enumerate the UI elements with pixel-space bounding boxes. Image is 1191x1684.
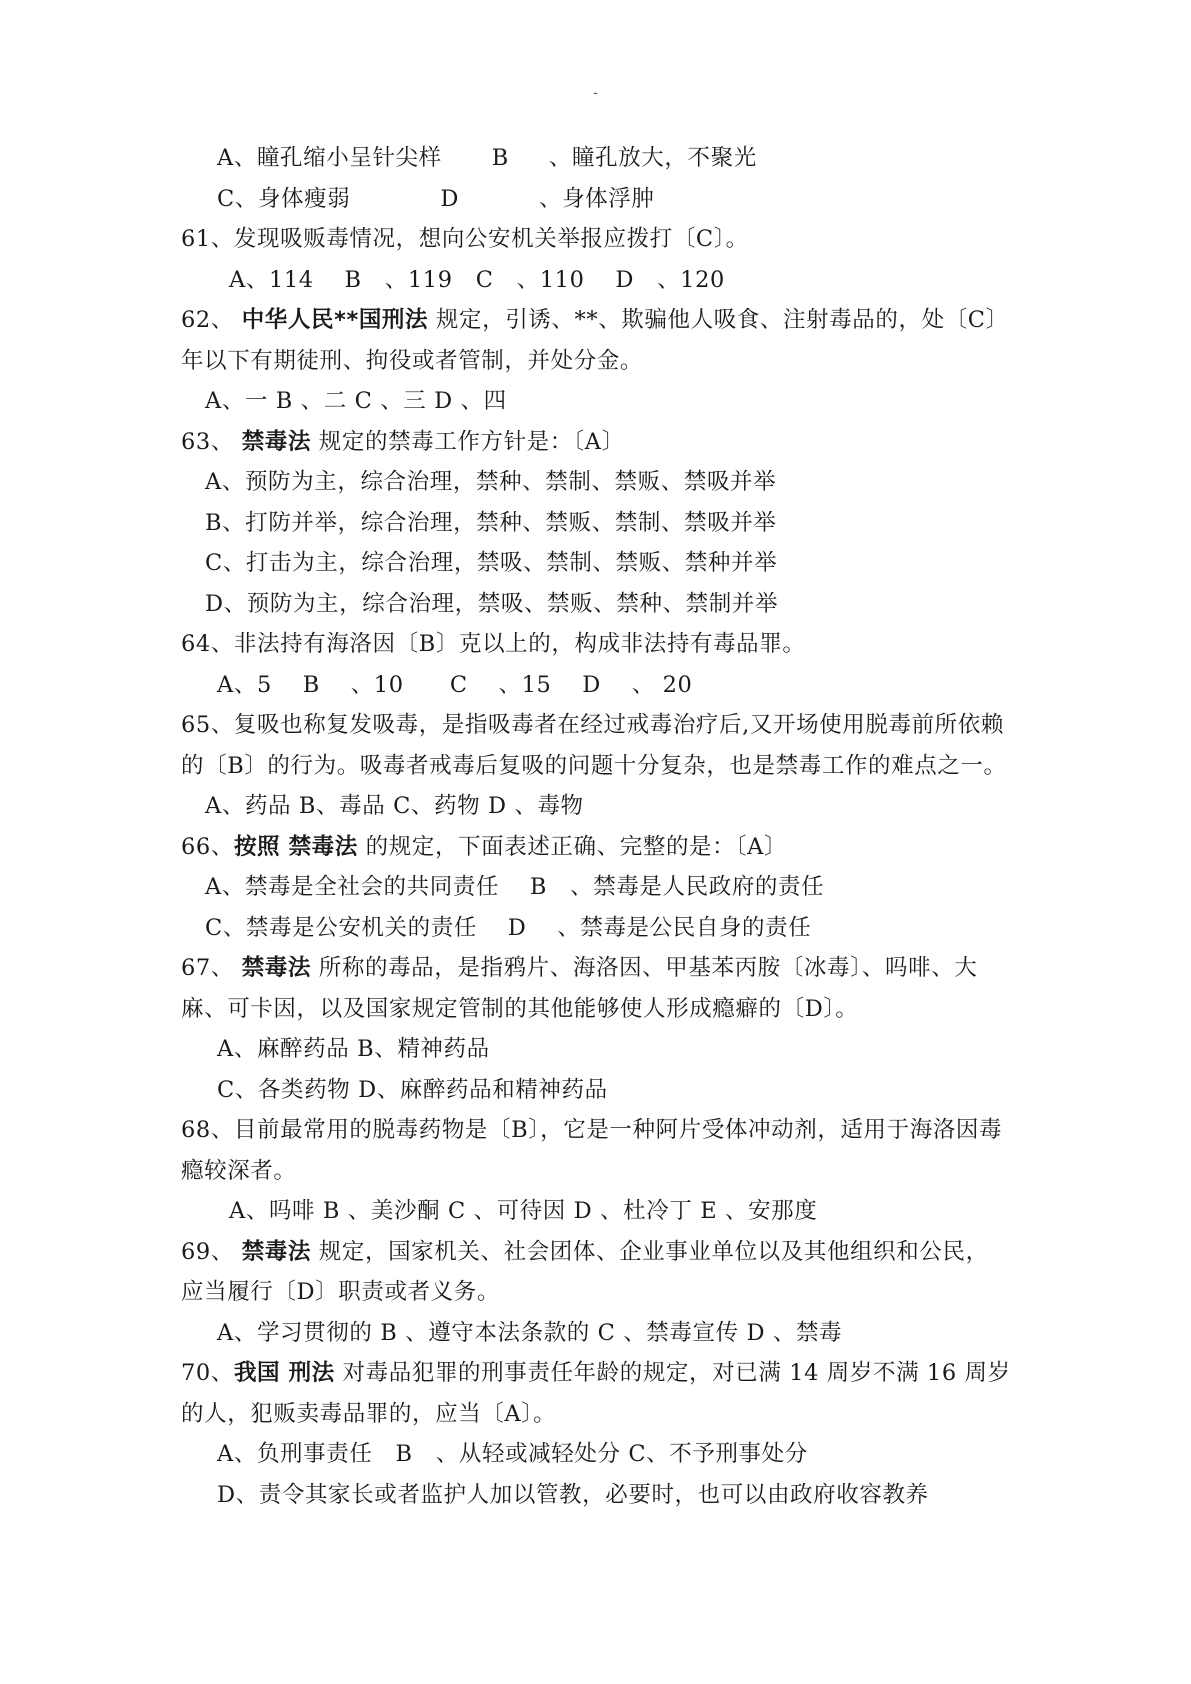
law-title: 禁毒法 [241, 955, 312, 981]
question-66-options-ab: A、禁毒是全社会的共同责任 B 、禁毒是人民政府的责任 [205, 874, 825, 900]
question-number: 63、 [181, 428, 234, 455]
question-69-options: A、学习贯彻的 B 、遵守本法条款的 C 、禁毒宣传 D 、禁毒 [217, 1319, 843, 1346]
option-text: A、瞳孔缩小呈针尖样 [217, 145, 442, 171]
question-69 [181, 1232, 1041, 1273]
question-63-option-b: B、打防并举，综合治理，禁种、禁贩、禁制、禁吸并举 [205, 509, 777, 536]
question-63-option-a: A、预防为主，综合治理，禁种、禁制、禁贩、禁吸并举 [205, 469, 777, 495]
law-title: 禁毒法 [241, 428, 312, 455]
question-number: 62、 [181, 307, 234, 333]
option-letter: D [440, 185, 459, 212]
question-67-options-cd: C、各类药物 D、麻醉药品和精神药品 [217, 1076, 608, 1103]
question-text: 规定，引诱、**、欺骗他人吸食、注射毒品的，处〔C〕 [435, 307, 1009, 333]
question-61: 61、发现吸贩毒情况，想向公安机关举报应拨打〔C〕。 [181, 226, 749, 252]
question-text: 的规定，下面表述正确、完整的是：〔A〕 [365, 833, 788, 860]
question-text: 对毒品犯罪的刑事责任年龄的规定，对已满 14 周岁不满 16 周岁 [342, 1360, 1011, 1386]
question-70-continued: 的人，犯贩卖毒品罪的，应当〔A〕。 [181, 1400, 557, 1427]
question-text: 规定，国家机关、社会团体、企业事业单位以及其他组织和公民， [318, 1238, 989, 1265]
question-67-options-ab: A、麻醉药品 B、精神药品 [217, 1036, 490, 1062]
law-title: 我国 刑法 [233, 1360, 335, 1386]
question-63-option-d: D、预防为主，综合治理，禁吸、禁贩、禁种、禁制并举 [205, 590, 779, 617]
question-68: 68、目前最常用的脱毒药物是〔B〕，它是一种阿片受体冲动剂，适用于海洛因毒 [181, 1117, 1003, 1143]
question-66 [181, 827, 1041, 868]
question-68-continued: 瘾较深者。 [181, 1157, 297, 1184]
question-text: 规定的禁毒工作方针是：〔A〕 [318, 428, 625, 455]
question-67-continued: 麻、可卡因，以及国家规定管制的其他能够使人形成瘾癖的〔D〕。 [181, 995, 859, 1022]
option-text: 、瞳孔放大，不聚光 [548, 145, 757, 171]
question-66-options-cd: C、禁毒是公安机关的责任 D 、禁毒是公民自身的责任 [205, 914, 812, 941]
option-text: C、身体瘦弱 [217, 185, 351, 212]
question-65: 65、复吸也称复发吸毒，是指吸毒者在经过戒毒治疗后,又开场使用脱毒前所依赖 [181, 712, 1004, 738]
q60-options-ab [181, 138, 1041, 179]
question-text: 所称的毒品，是指鸦片、海洛因、甲基苯丙胺〔冰毒〕、吗啡、大 [318, 955, 978, 981]
option-text: 、身体浮肿 [538, 185, 655, 212]
question-63-option-c: C、打击为主，综合治理，禁吸、禁制、禁贩、禁种并举 [205, 550, 778, 576]
page-header-mark: - [593, 84, 598, 100]
question-64: 64、非法持有海洛因〔B〕克以上的，构成非法持有毒品罪。 [181, 631, 806, 657]
question-62-options: A、一 B 、二 C 、三 D 、四 [205, 388, 507, 414]
question-65-continued: 的〔B〕的行为。吸毒者戒毒后复吸的问题十分复杂，也是禁毒工作的难点之一。 [181, 752, 1007, 779]
question-number: 66、 [181, 833, 234, 860]
law-title: 禁毒法 [241, 1238, 312, 1265]
question-number: 67、 [181, 955, 234, 981]
option-letter: B [491, 145, 509, 171]
question-70-options-abc: A、负刑事责任 B 、从轻或减轻处分 C、不予刑事处分 [217, 1441, 808, 1467]
question-69-continued: 应当履行〔D〕职责或者义务。 [181, 1279, 500, 1305]
question-61-options: A、114 B 、119 C 、110 D 、120 [229, 266, 725, 293]
question-70-option-d: D、责令其家长或者监护人加以管教，必要时，也可以由政府收容教养 [217, 1481, 929, 1508]
question-65-options: A、药品 B、毒品 C、药物 D 、毒物 [205, 793, 584, 819]
question-number: 70、 [181, 1360, 234, 1386]
question-70 [181, 1353, 1041, 1394]
question-number: 69、 [181, 1238, 234, 1265]
question-63 [181, 422, 1041, 463]
question-68-options: A、吗啡 B 、美沙酮 C 、可待因 D 、杜冷丁 E 、安那度 [229, 1198, 818, 1224]
question-62-continued: 年以下有期徒刑、拘役或者管制，并处分金。 [181, 347, 644, 374]
question-62 [181, 300, 1041, 341]
document-body [181, 138, 1041, 1515]
question-64-options: A、5 B 、10 C 、15 D 、 20 [217, 671, 693, 698]
law-title: 按照 禁毒法 [233, 833, 358, 860]
q60-options-cd [181, 179, 1041, 220]
question-67 [181, 948, 1041, 989]
law-title: 中华人民**国刑法 [241, 307, 429, 333]
